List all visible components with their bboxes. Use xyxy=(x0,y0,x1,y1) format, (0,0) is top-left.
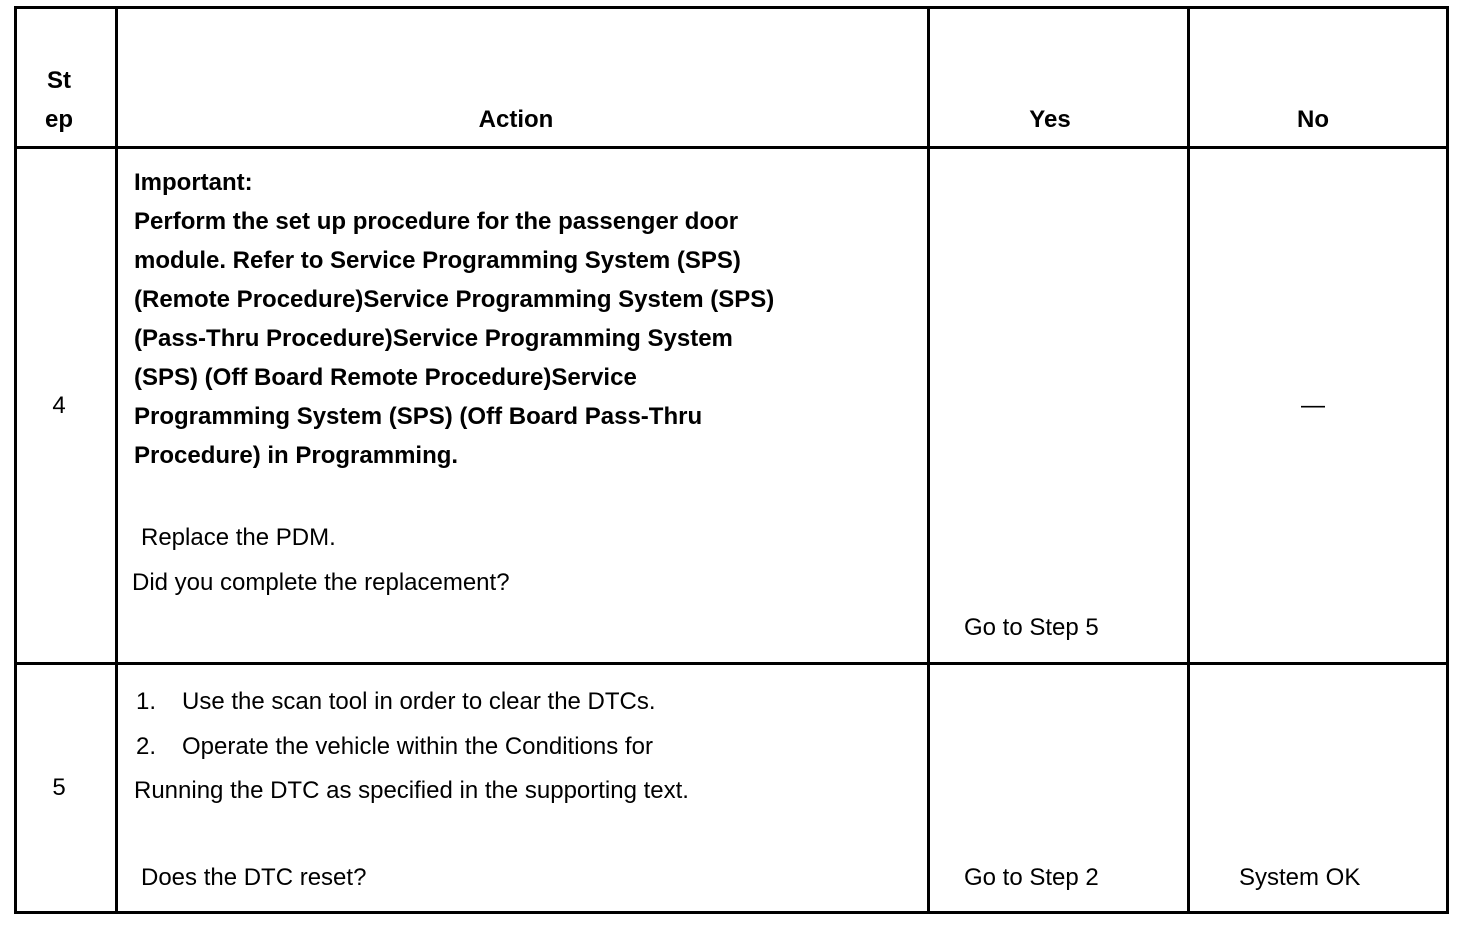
important-line: (SPS) (Off Board Remote Procedure)Service xyxy=(134,364,637,391)
step-5-number: 5 xyxy=(52,774,66,801)
important-line: Procedure) in Programming. xyxy=(134,442,459,469)
step-5-question: Does the DTC reset? xyxy=(141,864,367,891)
step-5-continuation: Running the DTC as specified in the supporting text. xyxy=(134,777,689,804)
table-rule-col3 xyxy=(1187,6,1190,914)
list-text: Use the scan tool in order to clear the DTCs. xyxy=(182,688,656,715)
step-4-no: — xyxy=(1301,392,1325,419)
step-5-list-item xyxy=(136,682,906,721)
header-no: No xyxy=(1297,106,1329,133)
header-action: Action xyxy=(478,106,554,133)
table-rule-top xyxy=(14,6,1449,9)
step-5-yes: Go to Step 2 xyxy=(964,864,1099,891)
header-yes: Yes xyxy=(1029,106,1071,133)
header-step-line1: St xyxy=(47,67,71,94)
table-rule-col1 xyxy=(115,6,118,914)
header-step xyxy=(17,61,101,139)
important-line: Perform the set up procedure for the passenger door xyxy=(134,208,739,235)
list-text: Operate the vehicle within the Conditions for xyxy=(182,733,653,760)
table-rule-bottom xyxy=(14,911,1449,914)
step-5-list-item xyxy=(136,727,906,766)
step-4-important xyxy=(134,163,904,475)
step-4-yes: Go to Step 5 xyxy=(964,614,1099,641)
table-rule-row xyxy=(14,662,1449,665)
important-line: (Pass-Thru Procedure)Service Programming System xyxy=(134,325,733,352)
list-number: 1. xyxy=(136,688,157,715)
important-line: module. Refer to Service Programming System (SPS) xyxy=(134,247,741,274)
important-line: (Remote Procedure)Service Programming System (SPS) xyxy=(134,286,775,313)
step-4-number: 4 xyxy=(52,392,66,419)
table-rule-col2 xyxy=(927,6,930,914)
list-number: 2. xyxy=(136,733,157,760)
important-label: Important: xyxy=(134,169,253,196)
step-5-no: System OK xyxy=(1239,864,1361,891)
table-rule-right xyxy=(1446,6,1449,914)
header-step-line2: ep xyxy=(44,106,73,133)
important-line: Programming System (SPS) (Off Board Pass-Thru xyxy=(134,403,703,430)
table-rule-header xyxy=(14,146,1449,149)
step-4-question: Did you complete the replacement? xyxy=(132,569,510,596)
step-4-instruction: Replace the PDM. xyxy=(141,524,336,551)
